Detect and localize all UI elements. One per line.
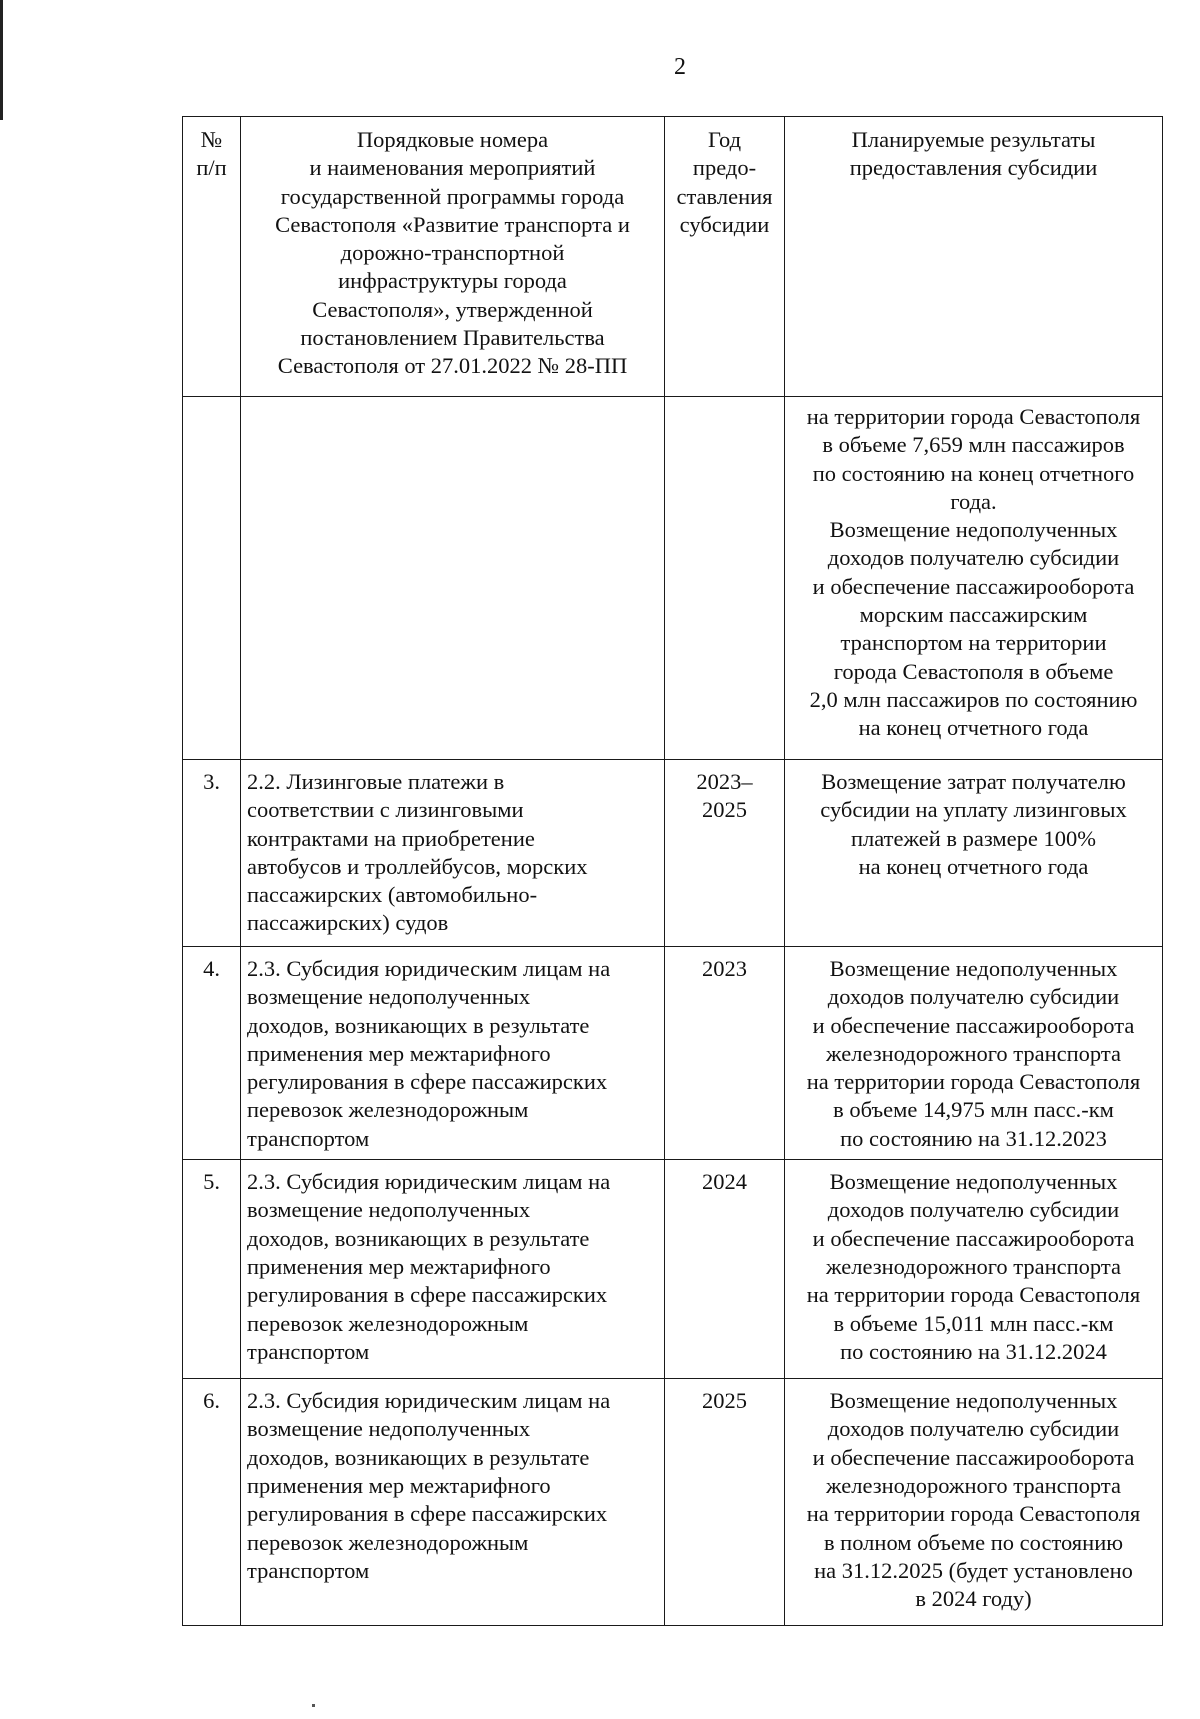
- text-line: на 31.12.2025 (будет установлено: [814, 1557, 1133, 1583]
- text-line: Возмещение недополученных: [829, 1388, 1118, 1414]
- row-result: [785, 947, 1163, 1160]
- text-line: по состоянию на конец отчетного: [812, 460, 1135, 486]
- table-header-row: [183, 117, 1163, 397]
- text-line: возмещение недополученных: [247, 1197, 531, 1223]
- row-name: [241, 947, 665, 1160]
- text-line: в объеме 7,659 млн пассажиров: [822, 432, 1125, 458]
- text-line: и обеспечение пассажирооборота: [812, 1012, 1135, 1038]
- text-line: применения мер межтарифного: [247, 1040, 551, 1066]
- text-line: в 2024 году): [915, 1586, 1032, 1612]
- header-result: [785, 117, 1163, 397]
- header-year: [665, 117, 785, 397]
- text-line: транспортом на территории: [840, 630, 1107, 656]
- text-line: железнодорожного транспорта: [826, 1472, 1121, 1498]
- text-line: и обеспечение пассажирооборота: [812, 573, 1135, 599]
- text-line: доходов, возникающих в результате: [247, 1225, 590, 1251]
- text-line: Порядковые номера: [356, 127, 549, 152]
- text-line: на территории города Севастополя: [806, 1282, 1141, 1308]
- text-line: морским пассажирским: [859, 602, 1088, 628]
- text-line: постановлением Правительства: [300, 325, 605, 351]
- subsidy-table: [182, 116, 1163, 1626]
- text-line: п/п: [196, 155, 227, 181]
- cont-result: [785, 397, 1163, 760]
- text-line: возмещение недополученных: [247, 984, 531, 1010]
- text-line: и обеспечение пассажирооборота: [812, 1444, 1135, 1470]
- row-num: 3.: [183, 760, 241, 947]
- row-name: [241, 1160, 665, 1379]
- text-line: и обеспечение пассажирооборота: [812, 1225, 1135, 1251]
- text-line: доходов получателю субсидии: [827, 1416, 1120, 1442]
- text-line: в объеме 14,975 млн пасс.-км: [833, 1097, 1114, 1123]
- header-name: [241, 117, 665, 397]
- text-line: 2025: [702, 797, 747, 823]
- row-result: [785, 760, 1163, 947]
- row-year: [665, 1379, 785, 1626]
- text-line: Севастополя «Развитие транспорта и: [275, 211, 630, 237]
- text-line: на территории города Севастополя: [806, 1501, 1141, 1527]
- text-line: регулирования в сфере пассажирских: [247, 1282, 608, 1308]
- text-line: Возмещение недополученных: [829, 956, 1118, 981]
- row-name: [241, 1379, 665, 1626]
- header-num: [183, 117, 241, 397]
- text-line: на территории города Севастополя: [806, 404, 1141, 429]
- row-num: 4.: [183, 947, 241, 1160]
- text-line: в объеме 15,011 млн пасс.-км: [833, 1310, 1114, 1336]
- text-line: перевозок железнодорожным: [247, 1310, 529, 1336]
- text-line: автобусов и троллейбусов, морских: [247, 853, 588, 879]
- text-line: доходов, возникающих в результате: [247, 1444, 590, 1470]
- text-line: 2.2. Лизинговые платежи в: [247, 769, 505, 794]
- text-line: Возмещение недополученных: [829, 517, 1118, 543]
- text-line: доходов получателю субсидии: [827, 545, 1120, 571]
- text-line: субсидии на уплату лизинговых: [820, 797, 1127, 823]
- text-line: 2024: [702, 1169, 747, 1195]
- text-line: доходов получателю субсидии: [827, 1197, 1120, 1223]
- text-line: по состоянию на 31.12.2023: [840, 1125, 1107, 1151]
- text-line: пассажирских) судов: [247, 910, 449, 936]
- text-line: транспортом: [247, 1125, 370, 1151]
- text-line: Планируемые результаты: [851, 127, 1096, 152]
- row-num: 6.: [183, 1379, 241, 1626]
- row-name: [241, 760, 665, 947]
- text-line: перевозок железнодорожным: [247, 1529, 529, 1555]
- text-line: доходов, возникающих в результате: [247, 1012, 590, 1038]
- table-row-continuation: [183, 397, 1163, 760]
- table-row: [183, 760, 1163, 947]
- text-line: контрактами на приобретение: [247, 825, 535, 851]
- text-line: регулирования в сфере пассажирских: [247, 1069, 608, 1095]
- row-year: [665, 1160, 785, 1379]
- cont-year: [665, 397, 785, 760]
- text-line: пассажирских (автомобильно-: [247, 882, 538, 908]
- text-line: 2023: [702, 956, 747, 981]
- text-line: возмещение недополученных: [247, 1416, 531, 1442]
- text-line: субсидии: [679, 211, 770, 237]
- text-line: соответствии с лизинговыми: [247, 797, 524, 823]
- text-line: Возмещение затрат получателю: [821, 769, 1126, 794]
- text-line: 2023–: [696, 769, 753, 794]
- text-line: Севастополя», утвержденной: [312, 296, 593, 322]
- text-line: 2.3. Субсидия юридическим лицам на: [247, 956, 611, 981]
- text-line: государственной программы города: [280, 183, 625, 209]
- page-number: 2: [674, 54, 686, 80]
- text-line: транспортом: [247, 1338, 370, 1364]
- text-line: Год: [707, 127, 742, 152]
- text-line: доходов получателю субсидии: [827, 984, 1120, 1010]
- cont-num: [183, 397, 241, 760]
- text-line: на конец отчетного года: [858, 715, 1089, 741]
- text-line: перевозок железнодорожным: [247, 1097, 529, 1123]
- text-line: Севастополя от 27.01.2022 № 28-ПП: [277, 353, 628, 379]
- text-line: применения мер межтарифного: [247, 1253, 551, 1279]
- text-line: железнодорожного транспорта: [826, 1253, 1121, 1279]
- scan-speck: [312, 1704, 315, 1707]
- text-line: 2,0 млн пассажиров по состоянию: [809, 686, 1138, 712]
- text-line: дорожно-транспортной: [340, 240, 565, 266]
- text-line: предо-: [692, 155, 757, 181]
- text-line: города Севастополя в объеме: [833, 658, 1114, 684]
- text-line: транспортом: [247, 1557, 370, 1583]
- text-line: на территории города Севастополя: [806, 1069, 1141, 1095]
- text-line: Возмещение недополученных: [829, 1169, 1118, 1195]
- text-line: на конец отчетного года: [858, 853, 1089, 879]
- text-line: ставления: [676, 183, 773, 209]
- text-line: инфраструктуры города: [338, 268, 567, 294]
- text-line: применения мер межтарифного: [247, 1472, 551, 1498]
- text-line: железнодорожного транспорта: [826, 1040, 1121, 1066]
- text-line: в полном объеме по состоянию: [823, 1529, 1124, 1555]
- text-line: 2.3. Субсидия юридическим лицам на: [247, 1169, 611, 1195]
- row-num: 5.: [183, 1160, 241, 1379]
- text-line: 2.3. Субсидия юридическим лицам на: [247, 1388, 611, 1414]
- row-result: [785, 1160, 1163, 1379]
- cont-name: [241, 397, 665, 760]
- table-row: [183, 1379, 1163, 1626]
- text-line: года.: [950, 488, 997, 514]
- text-line: регулирования в сфере пассажирских: [247, 1501, 608, 1527]
- row-result: [785, 1379, 1163, 1626]
- text-line: 2025: [702, 1388, 747, 1414]
- table-row: [183, 947, 1163, 1160]
- text-line: по состоянию на 31.12.2024: [840, 1338, 1107, 1364]
- row-year: [665, 947, 785, 1160]
- row-year: [665, 760, 785, 947]
- text-line: №: [200, 127, 223, 152]
- table-row: [183, 1160, 1163, 1379]
- text-line: предоставления субсидии: [849, 155, 1098, 181]
- text-line: платежей в размере 100%: [850, 825, 1097, 851]
- text-line: и наименования мероприятий: [309, 155, 596, 181]
